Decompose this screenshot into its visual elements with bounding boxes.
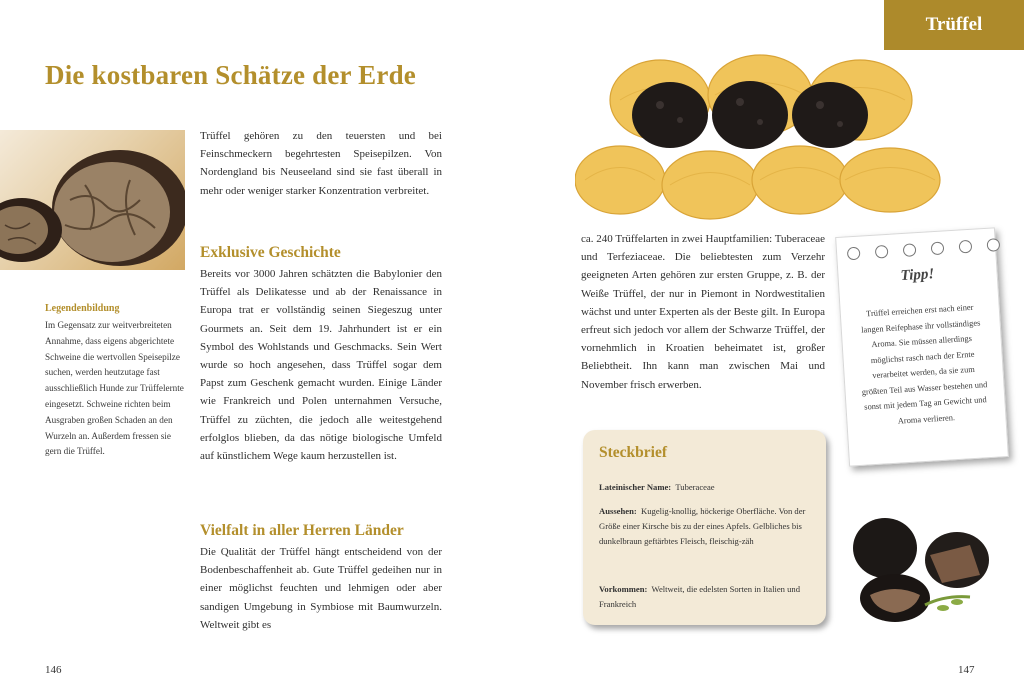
look-value: Kugelig-knollig, höckerige Oberfläche. Von der Größe einer Kirsche bis zu der eines Apfels. Gelbliches bis dunkelbraun geftärbtes Fleisch, fleischig-zäh [599,506,806,546]
page-number-right: 147 [958,664,975,676]
occurrence-value: Weltweit, die edelsten Sorten in Italien und Frankreich [599,584,801,609]
page-number-left: 146 [45,664,62,676]
hole-icon [875,245,889,259]
tipp-note-card [835,227,1009,466]
section-heading-variety: Vielfalt in aller Herren Länder [200,522,404,539]
steckbrief-latin-row [599,480,811,495]
hole-icon [847,247,861,261]
chapter-tab: Trüffel [884,0,1024,50]
steckbrief-look-row [599,504,811,549]
occurrence-label: Vorkommen: [599,584,648,594]
intro-paragraph: Trüffel gehören zu den teuersten und bei Feinschmeckern begehrtesten Speisepilzen. Von Nordengland bis Neuseeland sind sie fast überall in mehr oder weniger starker Konzentration verbreitet. [200,130,442,197]
caption-title: Legendenbildung [45,303,120,314]
truffle-slice-photo [0,130,185,270]
caption-text: Im Gegensatz zur weitverbreiteten Annahme, dass eigens abgerichtete Schweine die wertvollen Speisepilze suchen, werden heutzutage fast ausschließlich Hunde zur Trüffelernte eingesetzt. Schweine richten beim Ausgraben großen Schaden an den Wurzeln an. Außerdem fressen sie gern die Trüffel. [45,320,184,457]
hole-icon [987,238,1001,252]
truffle-pasta-photo [575,40,945,220]
tipp-label: Tipp! [900,266,935,285]
steckbrief-box [583,430,826,625]
steckbrief-title: Steckbrief [599,444,668,461]
latin-value: Tuberaceae [675,482,715,492]
tipp-text: Trüffel erreichen erst nach einer langen Reifephase ihr vollständiges Aroma. Sie müssen allerdings möglichst rasch nach der Ernte verarbeitet werden, da sie zum größten Teil aus Wasser bestehen und sonst mit jedem Tag an Gewicht und Aroma verlieren. [860,302,988,426]
punch-holes [847,238,1001,260]
steckbrief-occurrence-row [599,582,811,612]
latin-label: Lateinischer Name: [599,482,672,492]
hole-icon [959,240,973,254]
continued-paragraph: ca. 240 Trüffelarten in zwei Hauptfamilien: Tuberaceae und Terfeziaceae. Die beliebtesten zum Verzehr geeigneten Arten gehören zur ersten Gruppe, z. B. der Weiße Trüffel, der nur in Piemont in Nordwestitalien wächst und unter Experten als der Beste gilt. In Europa erfreut sich jedoch vor allem der Schwarze Trüffel, der vornehmlich in Kroatien beheimatet ist, großer Beliebtheit. Ihn kann man zwischen Mai und November frisch erwerben. [581,233,825,391]
history-paragraph: Bereits vor 3000 Jahren schätzten die Babylonier den Trüffel als Delikatesse und ab der Renaissance in Europa trat er vollständig seinen Siegeszug unter Gourmets an. Seit dem 19. Jahrhundert ist er ein Symbol des Wohlstands und Geschmacks. Sein Wert wurde so hoch angesehen, dass Trüffel sogar dem Papst zum Geschenk gemacht wurden. Einige Länder wie Frankreich und Polen unternahmen Versuche, Trüffel zu züchten, die jedoch alle weitestgehend erfolglos blieben, da das nötige biologische Umfeld auf künstlichem Wege kaum herzustellen ist. [200,268,442,463]
variety-paragraph: Die Qualität der Trüffel hängt entscheidend von der Bodenbeschaffenheit ab. Gute Trüffel gedeihen nur in einer möglichst feuchten und lehmigen oder aber sandigen Umgebung in Symbiose mit Baumwurzeln. Weltweit gibt es [200,546,442,631]
look-label: Aussehen: [599,506,637,516]
black-truffles-photo [845,510,995,625]
page-title: Die kostbaren Schätze der Erde [45,60,416,90]
section-heading-history: Exklusive Geschichte [200,244,341,261]
hole-icon [931,241,945,255]
hole-icon [903,243,917,257]
